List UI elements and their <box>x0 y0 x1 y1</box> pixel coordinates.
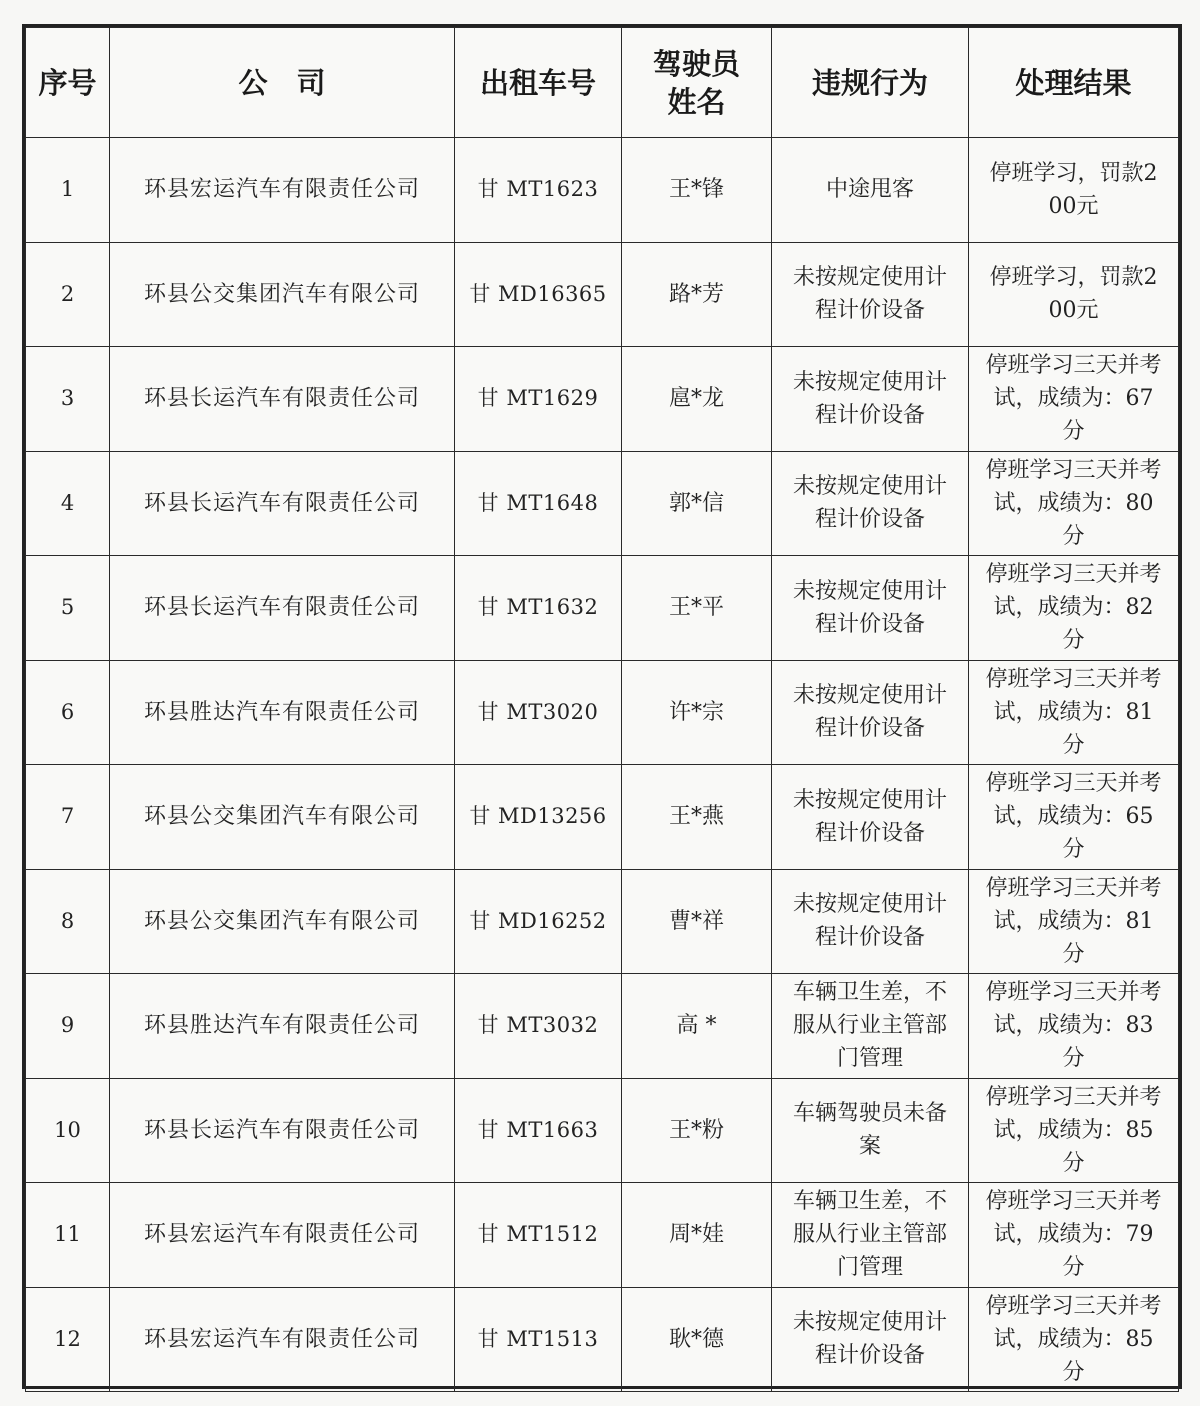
cell-driver: 王*锋 <box>622 138 772 243</box>
cell-no: 7 <box>26 765 110 870</box>
cell-plate: 甘 MD13256 <box>455 765 622 870</box>
cell-plate: 甘 MT1632 <box>455 556 622 661</box>
header-result: 处理结果 <box>969 28 1179 138</box>
cell-company: 环县宏运汽车有限责任公司 <box>110 1183 455 1288</box>
header-driver-line2: 姓名 <box>667 84 726 119</box>
cell-driver: 许*宗 <box>622 660 772 765</box>
table-row <box>26 451 1179 556</box>
cell-driver: 曹*祥 <box>622 869 772 974</box>
header-driver-line1: 驾驶员 <box>652 46 740 81</box>
cell-company: 环县长运汽车有限责任公司 <box>110 1078 455 1183</box>
cell-violation: 未按规定使用计程计价设备 <box>772 869 969 974</box>
cell-result: 停班学习三天并考试，成绩为：81分 <box>969 869 1179 974</box>
cell-company: 环县公交集团汽车有限公司 <box>110 869 455 974</box>
cell-violation: 未按规定使用计程计价设备 <box>772 347 969 452</box>
document-page <box>22 24 1182 1389</box>
cell-company: 环县长运汽车有限责任公司 <box>110 451 455 556</box>
cell-result: 停班学习三天并考试，成绩为：80分 <box>969 451 1179 556</box>
table-row <box>26 1078 1179 1183</box>
cell-driver: 王*平 <box>622 556 772 661</box>
cell-violation: 未按规定使用计程计价设备 <box>772 660 969 765</box>
header-company: 公 司 <box>110 28 455 138</box>
cell-driver: 扈*龙 <box>622 347 772 452</box>
cell-result: 停班学习三天并考试，成绩为：79分 <box>969 1183 1179 1288</box>
cell-plate: 甘 MT3032 <box>455 974 622 1079</box>
header-row <box>26 28 1179 138</box>
table-row <box>26 347 1179 452</box>
cell-no: 9 <box>26 974 110 1079</box>
cell-company: 环县宏运汽车有限责任公司 <box>110 1287 455 1392</box>
cell-plate: 甘 MT1513 <box>455 1287 622 1392</box>
cell-company: 环县长运汽车有限责任公司 <box>110 556 455 661</box>
cell-plate: 甘 MT3020 <box>455 660 622 765</box>
table-row <box>26 556 1179 661</box>
cell-violation: 未按规定使用计程计价设备 <box>772 451 969 556</box>
cell-result: 停班学习三天并考试，成绩为：85分 <box>969 1078 1179 1183</box>
cell-result: 停班学习三天并考试，成绩为：82分 <box>969 556 1179 661</box>
cell-no: 6 <box>26 660 110 765</box>
cell-violation: 未按规定使用计程计价设备 <box>772 765 969 870</box>
cell-driver: 耿*德 <box>622 1287 772 1392</box>
cell-no: 4 <box>26 451 110 556</box>
cell-violation: 车辆卫生差，不服从行业主管部门管理 <box>772 1183 969 1288</box>
cell-no: 1 <box>26 138 110 243</box>
cell-result: 停班学习三天并考试，成绩为：81分 <box>969 660 1179 765</box>
table-row <box>26 869 1179 974</box>
table-body <box>26 138 1179 1392</box>
cell-violation: 车辆卫生差，不服从行业主管部门管理 <box>772 974 969 1079</box>
cell-violation: 车辆驾驶员未备案 <box>772 1078 969 1183</box>
cell-driver: 路*芳 <box>622 242 772 347</box>
table-row <box>26 765 1179 870</box>
cell-result: 停班学习，罚款200元 <box>969 138 1179 243</box>
cell-plate: 甘 MD16252 <box>455 869 622 974</box>
violation-table <box>25 27 1179 1392</box>
cell-no: 11 <box>26 1183 110 1288</box>
table-row <box>26 974 1179 1079</box>
cell-driver: 高 * <box>622 974 772 1079</box>
cell-plate: 甘 MT1648 <box>455 451 622 556</box>
cell-company: 环县公交集团汽车有限公司 <box>110 242 455 347</box>
table-row <box>26 242 1179 347</box>
cell-no: 3 <box>26 347 110 452</box>
cell-driver: 王*燕 <box>622 765 772 870</box>
table-row <box>26 660 1179 765</box>
cell-result: 停班学习三天并考试，成绩为：85分 <box>969 1287 1179 1392</box>
cell-result: 停班学习，罚款200元 <box>969 242 1179 347</box>
header-driver <box>622 28 772 138</box>
cell-driver: 王*粉 <box>622 1078 772 1183</box>
cell-no: 10 <box>26 1078 110 1183</box>
table-row <box>26 1183 1179 1288</box>
cell-plate: 甘 MT1663 <box>455 1078 622 1183</box>
cell-violation: 未按规定使用计程计价设备 <box>772 1287 969 1392</box>
cell-no: 2 <box>26 242 110 347</box>
cell-violation: 未按规定使用计程计价设备 <box>772 556 969 661</box>
cell-result: 停班学习三天并考试，成绩为：67分 <box>969 347 1179 452</box>
header-plate: 出租车号 <box>455 28 622 138</box>
cell-company: 环县宏运汽车有限责任公司 <box>110 138 455 243</box>
table-row <box>26 138 1179 243</box>
cell-no: 12 <box>26 1287 110 1392</box>
cell-driver: 周*娃 <box>622 1183 772 1288</box>
cell-company: 环县长运汽车有限责任公司 <box>110 347 455 452</box>
cell-plate: 甘 MT1623 <box>455 138 622 243</box>
cell-plate: 甘 MD16365 <box>455 242 622 347</box>
cell-violation: 中途甩客 <box>772 138 969 243</box>
cell-no: 5 <box>26 556 110 661</box>
table-row <box>26 1287 1179 1392</box>
table-header <box>26 28 1179 138</box>
cell-no: 8 <box>26 869 110 974</box>
cell-result: 停班学习三天并考试，成绩为：65分 <box>969 765 1179 870</box>
cell-company: 环县胜达汽车有限责任公司 <box>110 660 455 765</box>
cell-violation: 未按规定使用计程计价设备 <box>772 242 969 347</box>
header-no: 序号 <box>26 28 110 138</box>
cell-company: 环县胜达汽车有限责任公司 <box>110 974 455 1079</box>
cell-plate: 甘 MT1629 <box>455 347 622 452</box>
cell-driver: 郭*信 <box>622 451 772 556</box>
cell-plate: 甘 MT1512 <box>455 1183 622 1288</box>
header-violation: 违规行为 <box>772 28 969 138</box>
cell-result: 停班学习三天并考试，成绩为：83分 <box>969 974 1179 1079</box>
cell-company: 环县公交集团汽车有限公司 <box>110 765 455 870</box>
